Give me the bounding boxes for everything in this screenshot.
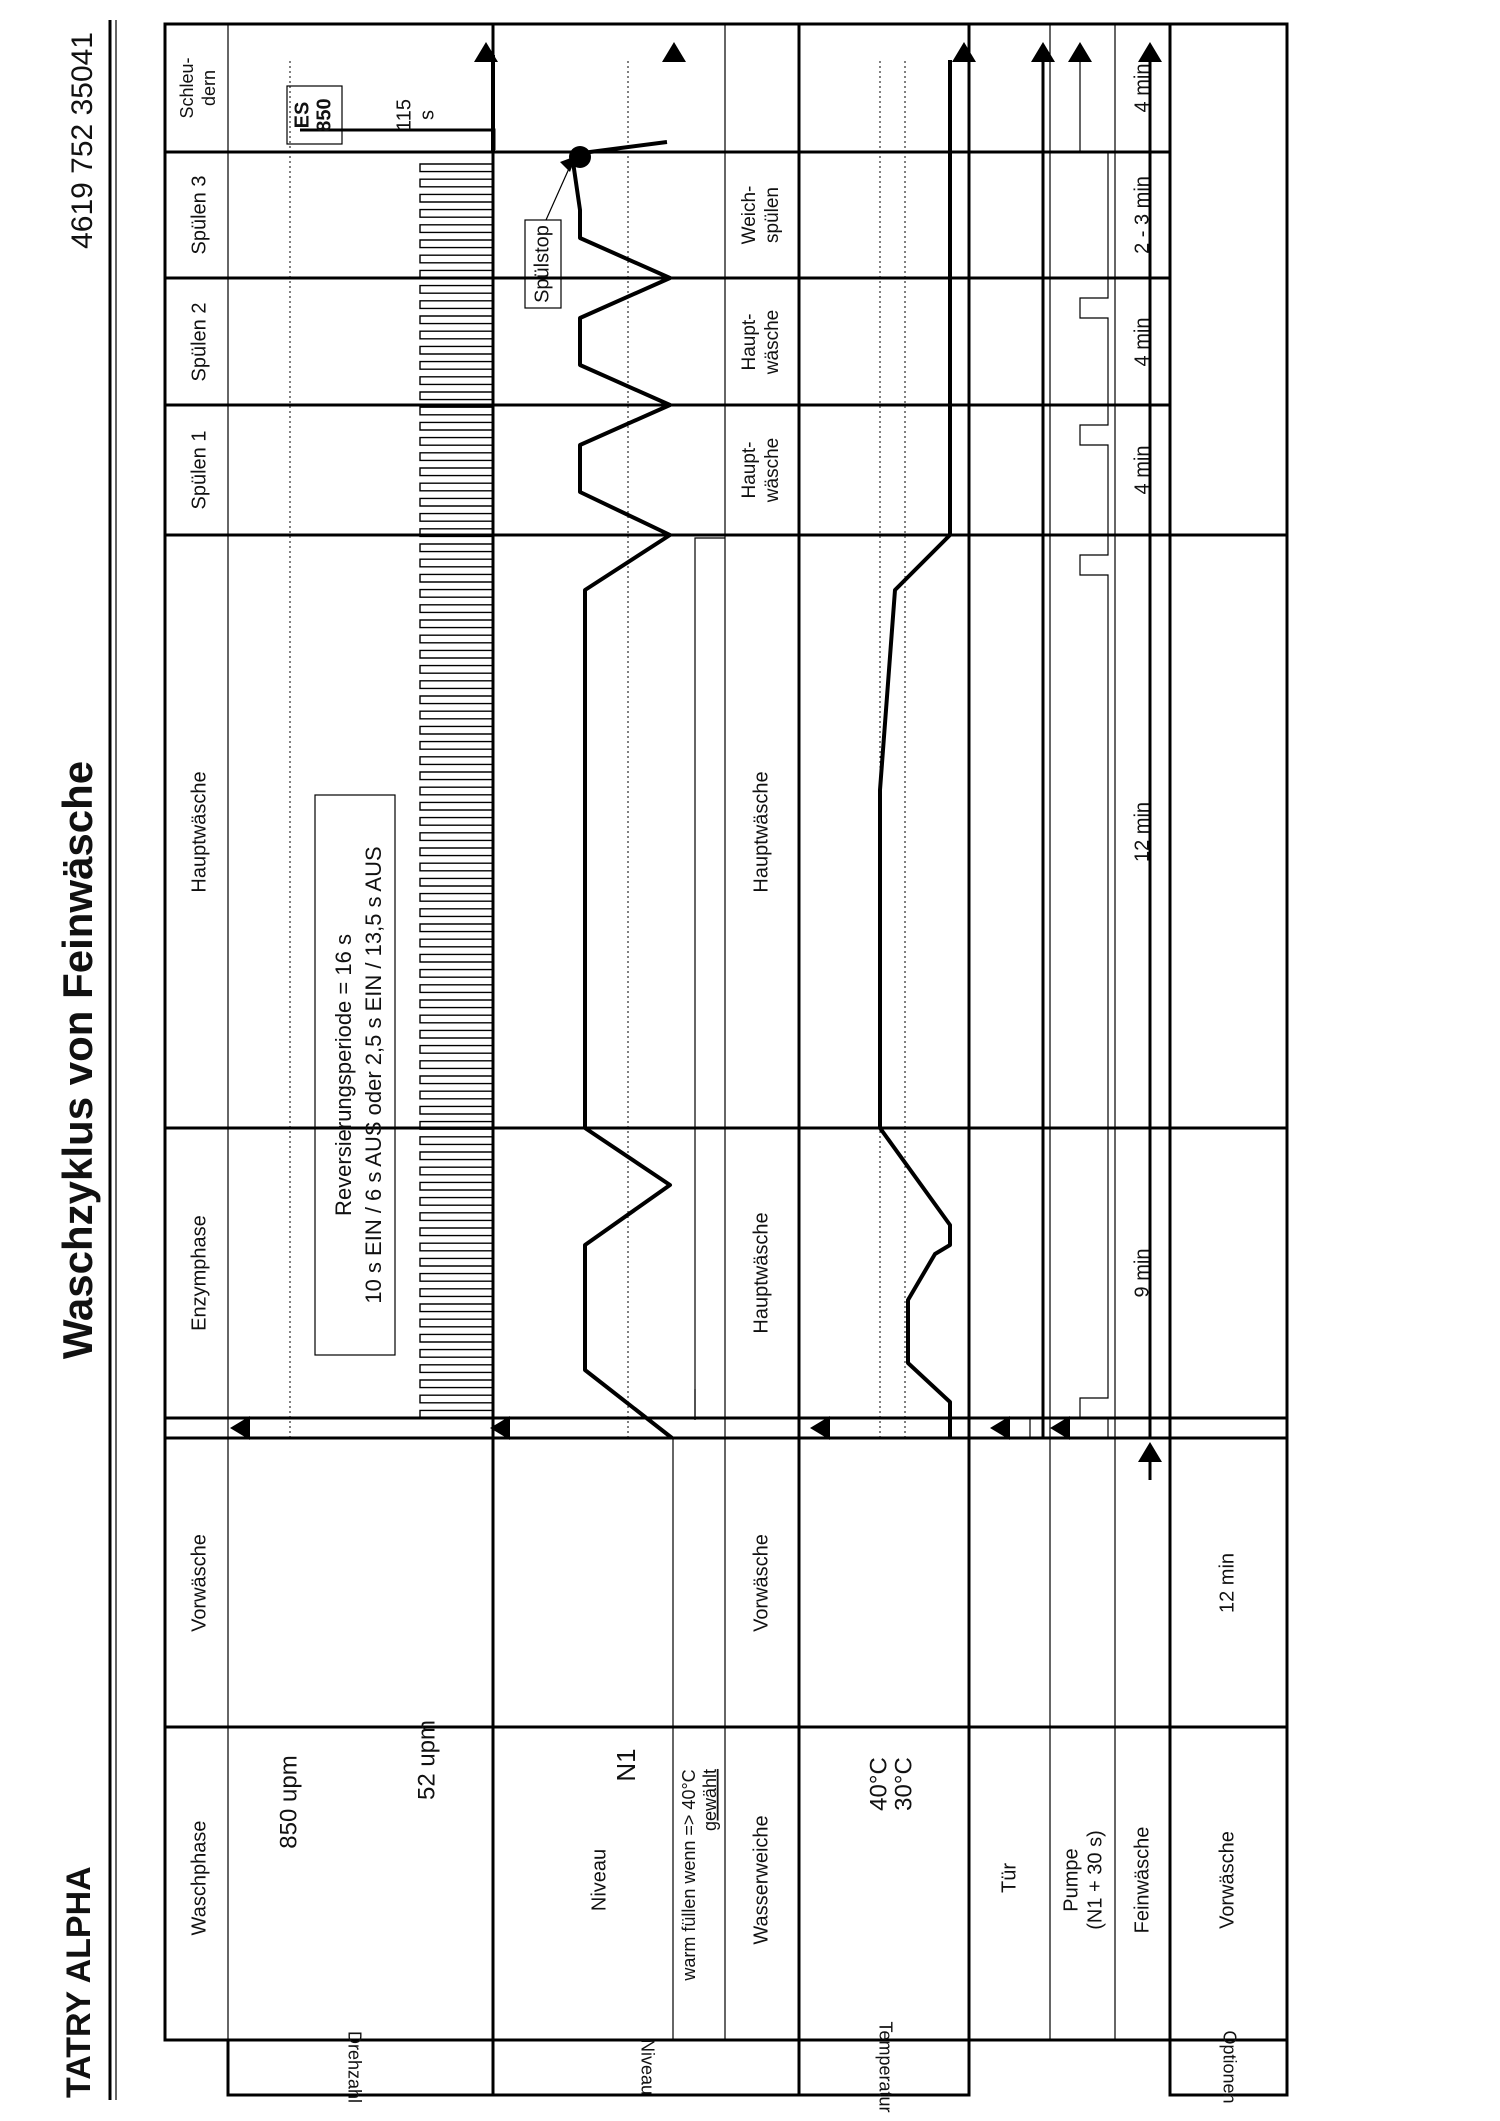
row-label-warm-2: gewählt	[699, 1768, 720, 1832]
weiche-sp3-1: Weich-	[739, 185, 761, 245]
spuelstop-label: Spülstop	[531, 225, 554, 303]
side-label-optionen: Optionen	[1219, 2030, 1240, 2104]
spuelstop-pointer	[546, 164, 571, 220]
row-label-temp-40: 40°C	[865, 1757, 893, 1811]
weiche-sp2-2: wäsche	[762, 309, 784, 375]
arrow-fein-end	[1138, 42, 1162, 62]
reversing-line-1: Reversierungsperiode = 16 s	[330, 934, 356, 1216]
phase-schleudern-1: Schleu-	[176, 57, 197, 119]
duration-haupt: 12 min	[1131, 801, 1154, 863]
door-line-start	[1024, 1418, 1043, 1438]
duration-vorwaesche-opt: 12 min	[1216, 1552, 1239, 1614]
warm-fill-line	[695, 538, 725, 1418]
weiche-vorwaesche: Vorwäsche	[750, 1534, 773, 1632]
temperature-curve	[880, 60, 950, 1438]
weiche-sp1-1: Haupt-	[739, 441, 761, 499]
spin-box-unit: s	[416, 110, 439, 120]
arrow-pump-end	[1068, 42, 1092, 62]
weiche-sp1-2: wäsche	[762, 437, 784, 503]
duration-sp1: 4 min	[1131, 445, 1154, 495]
duration-sp2: 4 min	[1131, 317, 1154, 367]
phase-spuelen1: Spülen 1	[188, 430, 211, 510]
side-label-temperatur: Temperatur	[875, 2021, 896, 2113]
phase-spuelen3: Spülen 3	[188, 175, 211, 255]
phase-spuelen2: Spülen 2	[188, 302, 211, 382]
arrow-temp-start	[810, 1416, 830, 1440]
phase-schleudern-2: dern	[198, 69, 219, 107]
page-title: Waschzyklus von Feinwäsche	[54, 760, 101, 1360]
phase-vorwaesche: Vorwäsche	[188, 1534, 211, 1632]
duration-enzym: 9 min	[1131, 1248, 1154, 1298]
phase-hauptwaesche: Hauptwäsche	[188, 771, 211, 893]
arrow-drehzahl-start	[230, 1416, 250, 1440]
reversing-line-2: 10 s EIN / 6 s AUS oder 2,5 s EIN / 13,5 s AUS	[360, 846, 386, 1304]
row-label-niveau: Niveau	[588, 1848, 611, 1912]
arrow-door-start	[990, 1416, 1010, 1440]
spin-box-es: ES	[291, 101, 314, 129]
row-label-temp-30: 30°C	[890, 1757, 918, 1811]
niveau-curve	[572, 142, 672, 1438]
row-label-speed-high: 850 upm	[275, 1755, 303, 1849]
document-number: 4619 752 35041	[66, 32, 99, 249]
duration-schleudern: 4 min	[1131, 63, 1154, 113]
arrow-niveau-end	[662, 42, 686, 62]
weiche-enzym: Hauptwäsche	[750, 1212, 773, 1334]
row-label-vorwaesche-opt: Vorwäsche	[1216, 1831, 1239, 1929]
row-label-speed-low: 52 upm	[413, 1719, 441, 1801]
row-label-n1: N1	[610, 1748, 641, 1782]
spin-speed-step	[300, 130, 494, 150]
duration-sp3: 2 - 3 min	[1131, 176, 1154, 254]
row-label-warm-1: warm füllen wenn => 40°C	[678, 1769, 699, 1981]
side-label-niveau: Niveau	[637, 2038, 658, 2096]
arrow-door-end	[1031, 42, 1055, 62]
pump-line	[1080, 60, 1108, 1438]
spin-box-rpm: 850	[313, 98, 336, 132]
row-label-tuer: Tür	[998, 1863, 1021, 1893]
arrow-temp-end	[952, 42, 976, 62]
row-label-wasserweiche: Wasserweiche	[750, 1815, 773, 1945]
weiche-sp2-1: Haupt-	[739, 313, 761, 371]
side-label-drehzahl: Drehzahl	[344, 2030, 365, 2104]
row-label-waschphase: Waschphase	[188, 1820, 211, 1936]
row-label-pumpe-2: (N1 + 30 s)	[1084, 1830, 1107, 1930]
speed-pulse-train	[420, 156, 493, 1418]
weiche-sp3-2: spülen	[762, 187, 784, 243]
option-arrow-head	[1138, 1442, 1162, 1462]
row-label-feinwaesche: Feinwäsche	[1131, 1826, 1154, 1934]
arrow-pump-start	[1050, 1416, 1070, 1440]
spin-box-sec: 115	[393, 99, 416, 131]
brand-label: TATRY ALPHA	[60, 1866, 98, 2098]
weiche-haupt: Hauptwäsche	[750, 771, 773, 893]
row-label-pumpe-1: Pumpe	[1060, 1848, 1083, 1912]
phase-enzymphase: Enzymphase	[188, 1215, 211, 1331]
